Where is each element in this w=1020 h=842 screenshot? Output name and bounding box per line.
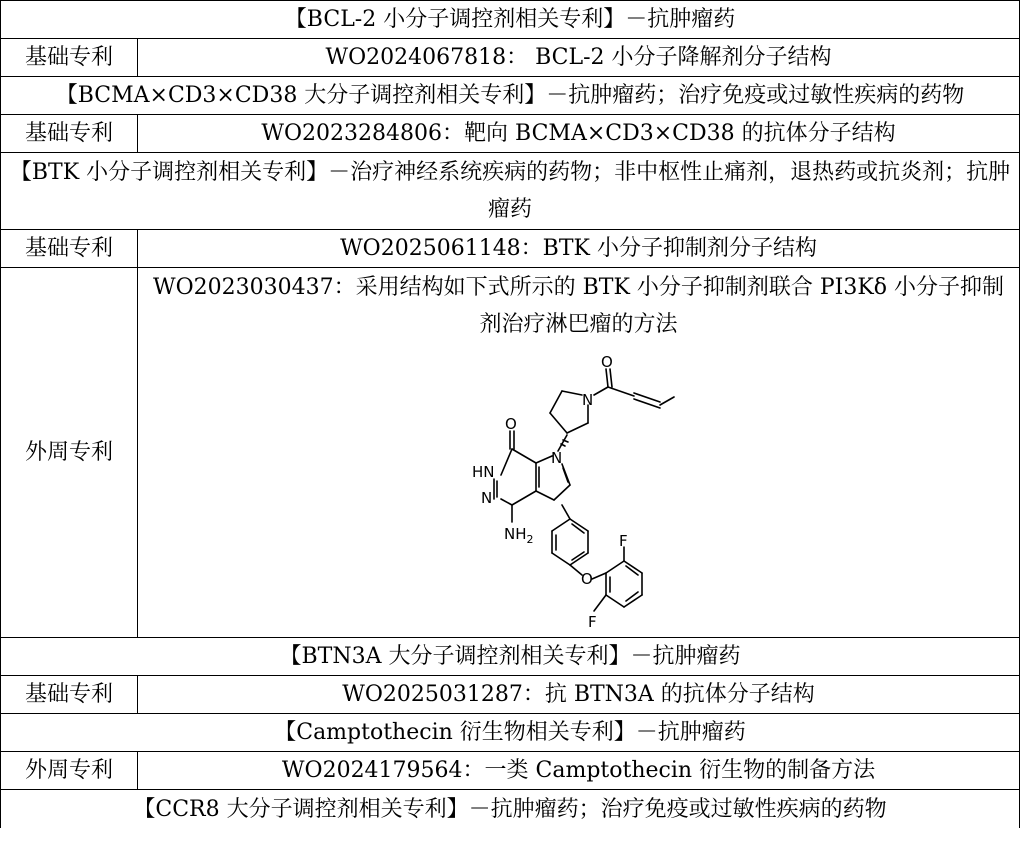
patent-row [1,676,1020,714]
atom-label: HN [471,463,494,481]
bond [554,485,570,500]
bond [660,397,674,405]
bond [550,413,567,433]
atom-label: N [581,391,593,409]
bond [610,369,612,387]
bond [592,573,606,579]
bond [552,519,570,531]
section-header-row [1,1,1020,39]
bond [626,566,638,575]
section-header-row [1,638,1020,676]
bond [606,595,624,607]
atom-label: O [504,415,517,433]
atom-label: F [587,613,597,631]
patent-row [1,230,1020,268]
bond [550,391,562,413]
section-header-bcma: 【BCMA×CD3×CD38 大分子调控剂相关专利】－抗肿瘤药；治疗免疫或过敏性疾病的药物 [1,77,1020,115]
row-label: 基础专利 [1,115,138,153]
atom-label: N [480,489,492,507]
row-label: 外周专利 [1,752,138,790]
section-header-btn3a: 【BTN3A 大分子调控剂相关专利】－抗肿瘤药 [1,638,1020,676]
bond [572,524,584,533]
bond [536,456,552,463]
atom-label: $NH_2$ [503,525,533,546]
atom-label: F [618,532,628,550]
atom-label: O [580,570,593,588]
bond [512,449,536,463]
patent-row [1,39,1020,77]
patent-text: WO2023284806：靶向 BCMA×CD3×CD38 的抗体分子结构 [138,115,1020,153]
patent-structure-cell [138,268,1020,638]
patent-row [1,115,1020,153]
bond [552,553,570,565]
section-header-bcl2: 【BCL-2 小分子调控剂相关专利】－抗肿瘤药 [1,1,1020,39]
bond [608,387,634,396]
bond [594,387,608,395]
patent-text: WO2023030437：采用结构如下式所示的 BTK 小分子抑制剂联合 PI3Kδ 小分子抑制剂治疗淋巴瘤的方法 [152,275,1005,337]
bond [512,491,536,505]
atom-label: O [600,353,613,371]
atom-label: N [550,449,562,467]
patent-text: WO2025031287：抗 BTN3A 的抗体分子结构 [138,676,1020,714]
bond [563,468,568,482]
section-header-btk: 【BTK 小分子调控剂相关专利】－治疗神经系统疾病的药物；非中枢性止痛剂，退热药或抗炎剂；抗肿瘤药 [1,153,1020,230]
bond [562,391,582,395]
section-header-row [1,153,1020,230]
bond [501,449,512,475]
bond [501,499,512,505]
bond [606,561,624,573]
row-label: 基础专利 [1,676,138,714]
bond [594,595,606,611]
bond [606,369,608,387]
row-label: 基础专利 [1,39,138,77]
chemical-structure [464,347,694,637]
bond [567,423,588,433]
patent-text: WO2025061148：BTK 小分子抑制剂分子结构 [138,230,1020,268]
section-header-ccr8: 【CCR8 大分子调控剂相关专利】－抗肿瘤药；治疗免疫或过敏性疾病的药物 [1,790,1020,829]
patent-text: WO2024179564：一类 Camptothecin 衍生物的制备方法 [138,752,1020,790]
section-header-row [1,790,1020,829]
patent-row [1,752,1020,790]
row-label: 基础专利 [1,230,138,268]
patent-text: WO2024067818： BCL-2 小分子降解剂分子结构 [138,39,1020,77]
row-label: 外周专利 [1,268,138,638]
section-header-row [1,77,1020,115]
section-header-row [1,714,1020,752]
section-header-camptothecin: 【Camptothecin 衍生物相关专利】－抗肿瘤药 [1,714,1020,752]
patent-row-with-structure [1,268,1020,638]
bond [562,505,570,519]
bond [536,491,554,500]
